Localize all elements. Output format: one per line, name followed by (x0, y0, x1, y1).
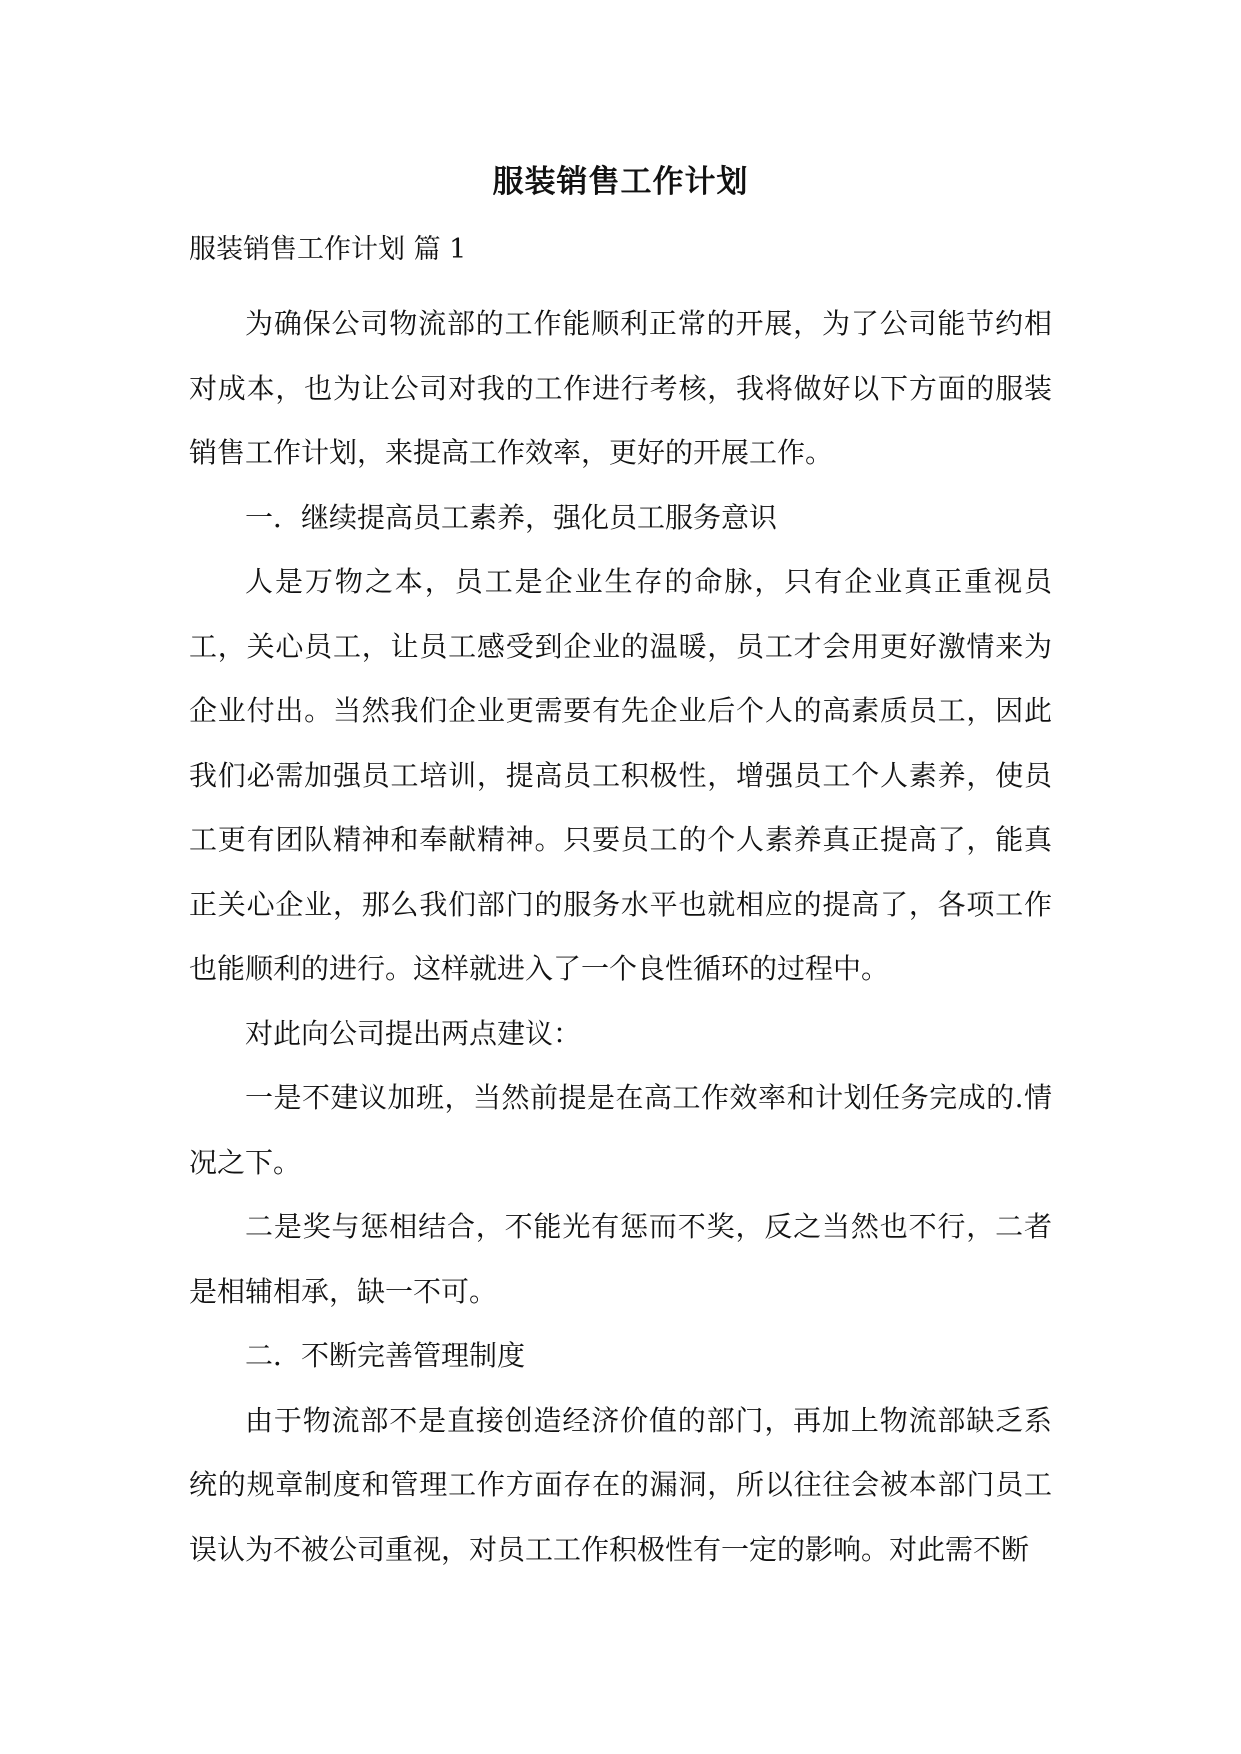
paragraph-suggestion-2: 二是奖与惩相结合，不能光有惩而不奖，反之当然也不行，二者是相辅相承，缺一不可。 (189, 1210, 1052, 1308)
paragraph-suggestion-1: 一是不建议加班，当然前提是在高工作效率和计划任务完成的.情况之下。 (189, 1081, 1052, 1179)
paragraph-suggestions-intro: 对此向公司提出两点建议： (245, 1016, 582, 1050)
document-body (189, 292, 1052, 1582)
document-title: 服装销售工作计划 (492, 164, 749, 200)
document-subtitle: 服装销售工作计划 篇 1 (189, 234, 467, 265)
section-heading-1: 一．继续提高员工素养，强化员工服务意识 (245, 500, 778, 534)
paragraph-management: 由于物流部不是直接创造经济价值的部门，再加上物流部缺乏系统的规章制度和管理工作方面存在的漏洞，所以往往会被本部门员工误认为不被公司重视，对员工工作积极性有一定的影响。对此需不断 (189, 1403, 1052, 1566)
paragraph-employees: 人是万物之本，员工是企业生存的命脉，只有企业真正重视员工，关心员工，让员工感受到企业的温暖，员工才会用更好激情来为企业付出。当然我们企业更需要有先企业后个人的高素质员工，因此我们必需加强员工培训，提高员工积极性，增强员工个人素养，使员工更有团队精神和奉献精神。只要员工的个人素养真正提高了，能真正关心企业，那么我们部门的服务水平也就相应的提高了，各项工作也能顺利的进行。这样就进入了一个良性循环的过程中。 (189, 565, 1052, 985)
paragraph-intro: 为确保公司物流部的工作能顺利正常的开展，为了公司能节约相对成本，也为让公司对我的工作进行考核，我将做好以下方面的服装销售工作计划，来提高工作效率，更好的开展工作。 (189, 307, 1052, 469)
section-heading-2: 二．不断完善管理制度 (245, 1339, 526, 1372)
